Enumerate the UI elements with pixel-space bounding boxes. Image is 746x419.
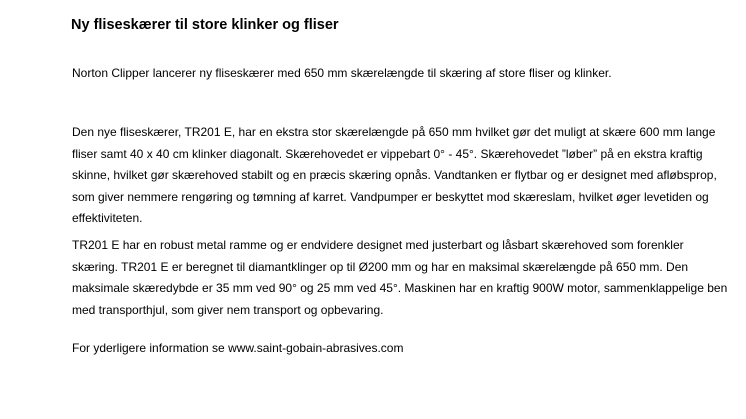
more-info-paragraph: For yderligere information se www.saint-gobain-abrasives.com — [72, 341, 404, 355]
document-title: Ny fliseskærer til store klinker og fliser — [71, 17, 339, 33]
product-description-paragraph: Den nye fliseskærer, TR201 E, har en ekstra stor skærelængde på 650 mm hvilket gør det muligt at skære 600 mm lange fliser samt 40 x 40 cm klinker diagonalt. Skærehovedet er vippebart 0° - 45°. Skærehovedet ”løber” på en ekstra kraftig skinne, hvilket gør skærehoved stabilt og en præcis skæring opnås. Vandtanken er flytbar og er designet med afløbsprop, som giver nemmere rengøring og tømning af karret. Vandpumper er beskyttet mod skæreslam, hvilket øger levetiden og effektiviteten. — [72, 125, 717, 226]
intro-paragraph: Norton Clipper lancerer ny fliseskærer med 650 mm skærelængde til skæring af store fliser og klinker. — [72, 66, 612, 80]
specifications-paragraph: TR201 E har en robust metal ramme og er endvidere designet med justerbart og låsbart skærehoved som forenkler skæring. TR201 E er beregnet til diamantklinger op til Ø200 mm og har en maksimal skærelængde på 650 mm. Den maksimale skæredybde er 35 mm ved 90° og 25 mm ved 45°. Maskinen har en kraftig 900W motor, sammenklappelige ben med transporthjul, som giver nem transport og opbevaring. — [72, 238, 728, 317]
